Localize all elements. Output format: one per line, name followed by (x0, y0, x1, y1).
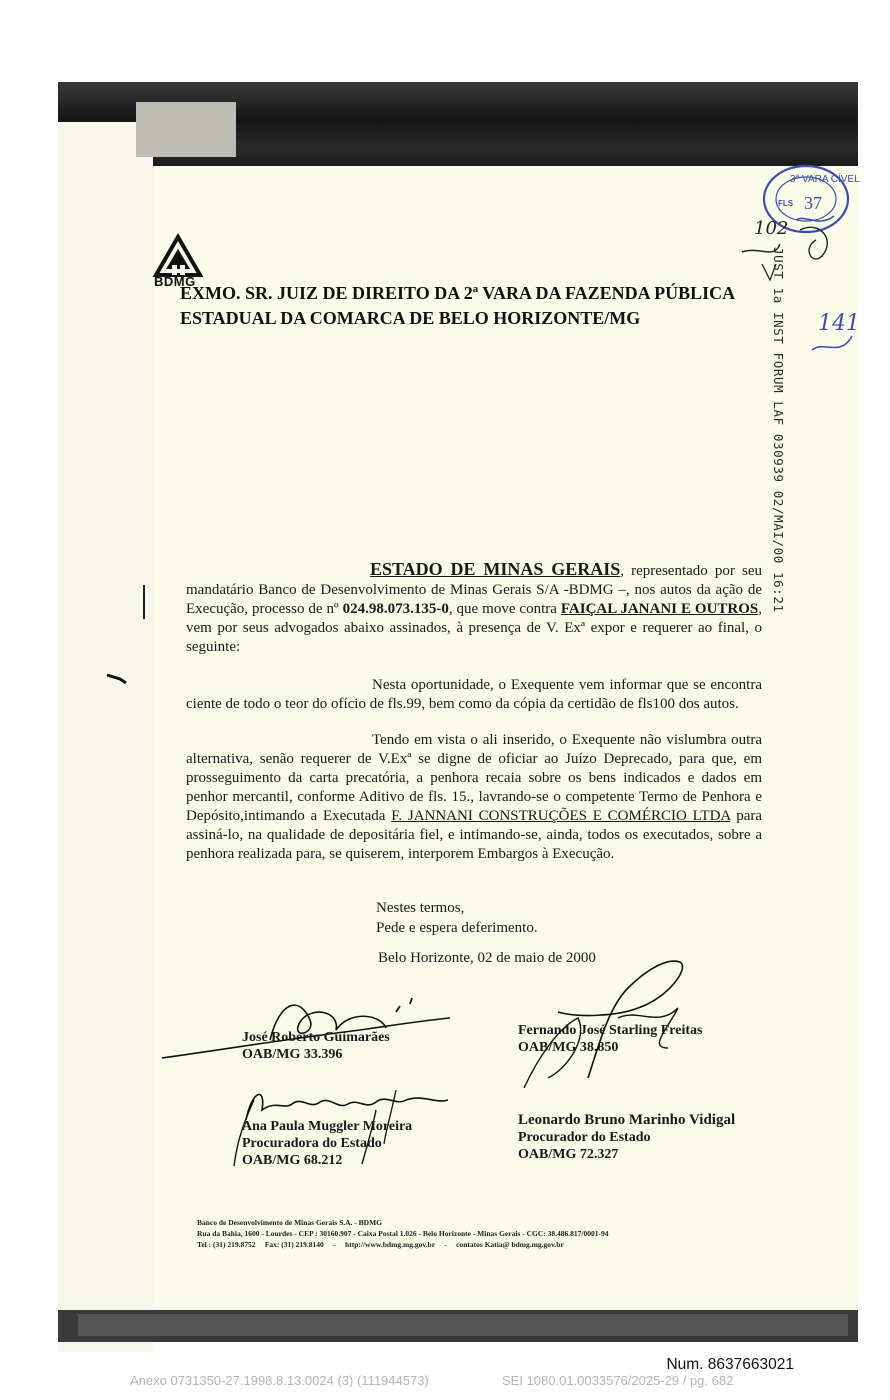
paragraph-notice (186, 676, 762, 714)
signer-oab: OAB/MG 33.396 (242, 1047, 343, 1062)
party-name: ESTADO DE MINAS GERAIS (370, 559, 621, 579)
header-line-2: ESTADUAL DA COMARCA DE BELO HORIZONTE/MG (180, 308, 641, 328)
closing-line-1: Nestes termos, (376, 900, 465, 916)
handwritten-number-102: 102 (754, 218, 789, 239)
margin-arrow-icon (106, 673, 128, 685)
paragraph1-text-2: , que move contra (448, 601, 561, 617)
document-number: Num. 8637663021 (666, 1356, 794, 1373)
signer-name: José Roberto Guimarães (242, 1030, 390, 1045)
handwritten-page-marks (740, 200, 860, 370)
paragraph3-text-2: para assiná-lo, na qualidade de depositária fiel, e intimando-se, ainda, todos os executados, sobre a penhora realizada para, se quiserem, interporem Embargos à Execução. (186, 808, 763, 862)
signature-leonardo (518, 1112, 735, 1163)
process-number: 024.98.073.135-0 (342, 601, 449, 617)
signer-name: Leonardo Bruno Marinho Vidigal (518, 1112, 736, 1128)
protocol-stamp-text: JUST 1a INST FORUM LAF 030939 02/MAI/00 16:21 (771, 247, 786, 613)
logo-text: BDMG (154, 274, 196, 289)
company-name: F. JANNANI CONSTRUÇÕES E COMÉRCIO LTDA (391, 808, 731, 824)
document-date: Belo Horizonte, 02 de maio de 2000 (378, 950, 596, 966)
sei-reference: SEI 1080.01.0033576/2025-29 / pg. 682 (502, 1373, 734, 1388)
footer-line-2: Rua da Bahia, 1600 - Lourdes - CEP : 30160.907 - Caixa Postal 1.026 - Belo Horizonte - Minas Gerais - CGC: 38.486.817/0001-94 (197, 1229, 609, 1238)
paragraph-request (186, 731, 762, 864)
header-line-1: EXMO. SR. JUIZ DE DIREITO DA 2ª VARA DA FAZENDA PÚBLICA (180, 283, 736, 303)
closing-formula (376, 898, 538, 938)
paragraph2-text: Nesta oportunidade, o Exequente vem informar que se encontra ciente de todo o teor do ofício de fls.99, bem como da cópia da certidão de fls100 dos autos. (186, 677, 762, 712)
scan-bottom-shadow (78, 1314, 848, 1336)
signer-oab: OAB/MG 38.850 (518, 1040, 619, 1055)
closing-line-2: Pede e espera deferimento. (376, 920, 538, 936)
court-stamp-number: 37 (804, 193, 822, 213)
annex-reference: Anexo 0731350-27.1998.8.13.0024 (3) (111944573) (130, 1373, 429, 1388)
footer-line-1: Banco de Desenvolvimento de Minas Gerais S.A. - BDMG (197, 1218, 382, 1227)
margin-mark (143, 585, 145, 619)
paragraph1-text-1: , representado por seu mandatário Banco de Desenvolvimento de Minas Gerais S/A -BDMG –, nos autos da ação de Execução, processo de nº (186, 563, 762, 617)
signer-name: Ana Paula Muggler Moreira (242, 1119, 413, 1134)
defendant-name: FAIÇAL JANANI E OUTROS (560, 601, 759, 617)
signer-name: Fernando José Starling Freitas (518, 1023, 703, 1038)
court-stamp-text: 3ª VARA CÍVEL (790, 174, 860, 185)
paragraph1-text-3: , vem por seus advogados abaixo assinados, à presença de V. Exª expor e requerer ao final, o seguinte: (186, 601, 762, 655)
paragraph3-text-1: Tendo em vista o ali inserido, o Exequente não vislumbra outra alternativa, senão requerer de V.Exª se digne de oficiar ao Juízo Deprecado, para que, em prosseguimento da carta precatória, a penhora recaia sobre os bens indicados e dados em penhor mercantil, conforme Aditivo de fls. 15., lavrando-se o competente Termo de Penhora e Depósito,intimando a Executada (186, 732, 762, 824)
protocol-stamp (771, 247, 800, 613)
footer-line-3: Tel : (31) 219.8752 Fax: (31) 219.8140 - http://www.bdmg.mg.gov.br - contatos Katia@ bdmg.mg.gov.br (197, 1240, 564, 1249)
paragraph-introduction (186, 560, 762, 657)
signature-ana-paula (242, 1118, 412, 1169)
signature-fernando (518, 1022, 702, 1056)
scan-folded-corner (136, 102, 236, 157)
scan-left-margin (58, 122, 153, 1352)
court-stamp-fls: FLS (778, 199, 794, 208)
handwritten-number-141: 141 (818, 311, 860, 336)
letterhead-footer (197, 1217, 757, 1250)
signer-role: Procuradora do Estado (242, 1136, 382, 1151)
signer-role: Procurador do Estado (518, 1130, 651, 1145)
signature-jose-roberto (242, 1029, 390, 1063)
document-addressee-header (180, 281, 770, 331)
signer-oab: OAB/MG 72.327 (518, 1147, 619, 1162)
signer-oab: OAB/MG 68.212 (242, 1153, 343, 1168)
